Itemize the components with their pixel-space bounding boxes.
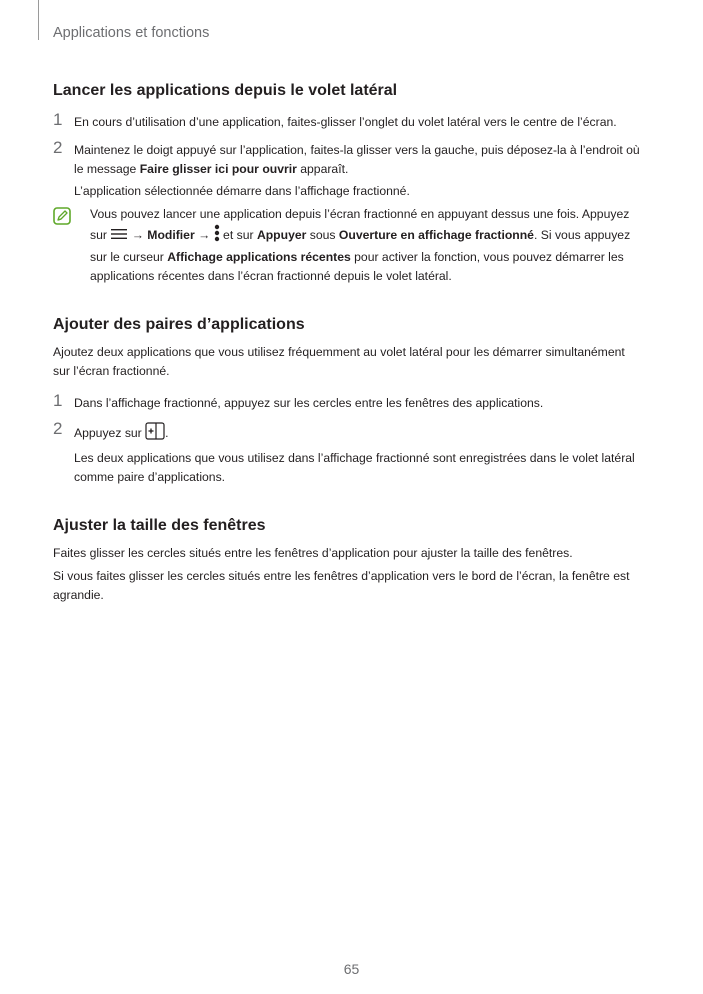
step-number: 1 xyxy=(53,391,63,410)
section-heading: Ajouter des paires d’applications xyxy=(53,316,305,333)
step-number: 2 xyxy=(53,419,63,438)
section-app-pairs xyxy=(53,316,645,487)
step-text: En cours d’utilisation d’une application, faites-glisser l’onglet du volet latéral vers le centre de l’écran. xyxy=(74,115,617,129)
section-heading: Lancer les applications depuis le volet latéral xyxy=(53,82,398,99)
margin-rule xyxy=(38,0,39,40)
paragraph: Faites glisser les cercles situés entre les fenêtres d’application pour ajuster la taille des fenêtres. xyxy=(53,546,573,560)
step-text: Maintenez le doigt appuyé sur l’application, faites-la glisser vers la gauche, puis déposez-la à l’endroit où le message Faire glisser ici pour ouvrir apparaît. xyxy=(74,143,640,176)
step-text: Dans l’affichage fractionné, appuyez sur les cercles entre les fenêtres des applications. xyxy=(74,396,544,410)
page-content xyxy=(53,82,645,605)
step-number: 2 xyxy=(53,138,63,157)
step-item xyxy=(53,138,645,201)
note-block xyxy=(53,205,645,286)
step-subtext: L’application sélectionnée démarre dans l’affichage fractionné. xyxy=(74,184,410,198)
section-window-size xyxy=(53,517,645,605)
step-text: Appuyez sur . xyxy=(74,422,645,446)
bold-term: Faire glisser ici pour ouvrir xyxy=(139,162,297,176)
step-item xyxy=(53,391,645,413)
note-text: Vous pouvez lancer une application depuis l’écran fractionné en appuyant dessus une fois. Appuyez sur → Modifier → et sur Appuyer sous Ouverture en affichage fractionné. Si vous appuyez sur le curseur Affichage applications récentes pour activer la fonction, vous pouvez démarrer les applications récentes dans l’écran fractionné depuis le volet latéral. xyxy=(90,207,631,283)
menu-lines-icon xyxy=(110,227,128,246)
section-launch-apps xyxy=(53,82,645,286)
step-subtext: Les deux applications que vous utilisez dans l’affichage fractionné sont enregistrées dans le volet latéral comme paire d’applications. xyxy=(74,451,635,484)
page-number: 65 xyxy=(343,961,360,977)
step-item xyxy=(53,110,645,132)
step-number: 1 xyxy=(53,110,63,129)
paragraph: Si vous faites glisser les cercles situés entre les fenêtres d’application vers le bord de l’écran, la fenêtre est agrandie. xyxy=(53,569,630,602)
add-app-pair-icon xyxy=(145,422,165,446)
note-pencil-icon xyxy=(53,207,71,225)
section-heading: Ajuster la taille des fenêtres xyxy=(53,517,266,534)
step-item xyxy=(53,419,645,487)
page-header: Applications et fonctions xyxy=(53,25,210,41)
paragraph: Ajoutez deux applications que vous utilisez fréquemment au volet latéral pour les démarrer simultanément sur l’écran fractionné. xyxy=(53,345,625,378)
